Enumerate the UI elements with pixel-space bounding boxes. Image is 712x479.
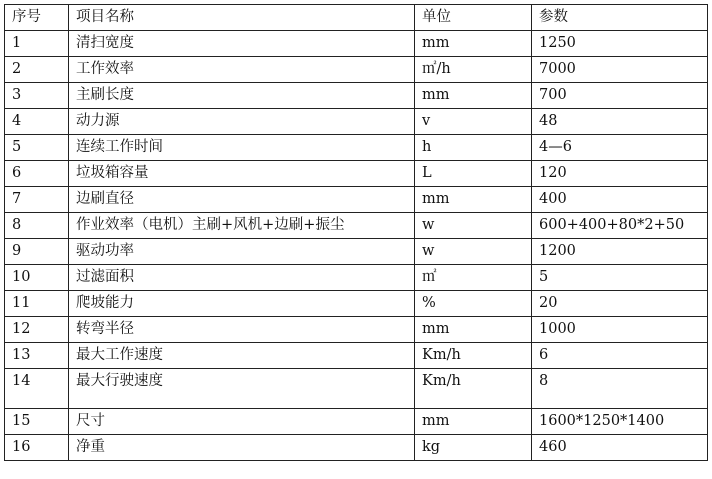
cell-item: 最大行驶速度 [69, 369, 415, 409]
spec-table [4, 4, 708, 461]
table-row [5, 213, 708, 239]
cell-no: 12 [5, 317, 69, 343]
cell-no: 16 [5, 435, 69, 461]
cell-value: 600+400+80*2+50 [532, 213, 708, 239]
cell-value: 48 [532, 109, 708, 135]
cell-value: 20 [532, 291, 708, 317]
cell-value: 7000 [532, 57, 708, 83]
cell-item: 主刷长度 [69, 83, 415, 109]
cell-unit: w [415, 213, 532, 239]
cell-value: 700 [532, 83, 708, 109]
cell-unit: % [415, 291, 532, 317]
cell-no: 1 [5, 31, 69, 57]
table-row [5, 265, 708, 291]
cell-item: 动力源 [69, 109, 415, 135]
cell-value: 5 [532, 265, 708, 291]
cell-no: 3 [5, 83, 69, 109]
table-row [5, 135, 708, 161]
cell-no: 9 [5, 239, 69, 265]
table-row [5, 239, 708, 265]
cell-value: 1200 [532, 239, 708, 265]
cell-unit: Km/h [415, 343, 532, 369]
cell-value: 1000 [532, 317, 708, 343]
cell-value: 6 [532, 343, 708, 369]
header-unit: 单位 [415, 5, 532, 31]
cell-value: 4—6 [532, 135, 708, 161]
cell-no: 2 [5, 57, 69, 83]
cell-unit: ㎡ [415, 265, 532, 291]
table-row [5, 109, 708, 135]
cell-value: 1600*1250*1400 [532, 409, 708, 435]
table-row [5, 161, 708, 187]
cell-unit: mm [415, 83, 532, 109]
cell-item: 转弯半径 [69, 317, 415, 343]
cell-no: 7 [5, 187, 69, 213]
table-row [5, 435, 708, 461]
table-row [5, 317, 708, 343]
cell-no: 14 [5, 369, 69, 409]
table-row [5, 57, 708, 83]
table-row [5, 31, 708, 57]
table-row [5, 83, 708, 109]
cell-item: 最大工作速度 [69, 343, 415, 369]
cell-value: 400 [532, 187, 708, 213]
cell-no: 10 [5, 265, 69, 291]
cell-value: 120 [532, 161, 708, 187]
cell-item: 连续工作时间 [69, 135, 415, 161]
cell-no: 8 [5, 213, 69, 239]
header-item: 项目名称 [69, 5, 415, 31]
cell-unit: v [415, 109, 532, 135]
cell-unit: mm [415, 187, 532, 213]
table-header-row [5, 5, 708, 31]
cell-value: 1250 [532, 31, 708, 57]
cell-unit: ㎡/h [415, 57, 532, 83]
cell-item: 作业效率（电机）主刷+风机+边刷+振尘 [69, 213, 415, 239]
header-no: 序号 [5, 5, 69, 31]
cell-item: 清扫宽度 [69, 31, 415, 57]
table-row [5, 291, 708, 317]
table-row [5, 409, 708, 435]
cell-no: 13 [5, 343, 69, 369]
cell-unit: mm [415, 409, 532, 435]
header-value: 参数 [532, 5, 708, 31]
cell-item: 工作效率 [69, 57, 415, 83]
cell-unit: mm [415, 31, 532, 57]
cell-unit: mm [415, 317, 532, 343]
cell-item: 驱动功率 [69, 239, 415, 265]
table-row [5, 187, 708, 213]
table-row [5, 343, 708, 369]
cell-no: 11 [5, 291, 69, 317]
cell-no: 15 [5, 409, 69, 435]
table-row [5, 369, 708, 409]
cell-value: 8 [532, 369, 708, 409]
cell-no: 4 [5, 109, 69, 135]
cell-unit: w [415, 239, 532, 265]
cell-no: 6 [5, 161, 69, 187]
cell-item: 净重 [69, 435, 415, 461]
cell-unit: h [415, 135, 532, 161]
cell-item: 垃圾箱容量 [69, 161, 415, 187]
cell-item: 尺寸 [69, 409, 415, 435]
cell-no: 5 [5, 135, 69, 161]
cell-value: 460 [532, 435, 708, 461]
cell-item: 过滤面积 [69, 265, 415, 291]
cell-unit: kg [415, 435, 532, 461]
cell-item: 爬坡能力 [69, 291, 415, 317]
cell-item: 边刷直径 [69, 187, 415, 213]
cell-unit: Km/h [415, 369, 532, 409]
cell-unit: L [415, 161, 532, 187]
